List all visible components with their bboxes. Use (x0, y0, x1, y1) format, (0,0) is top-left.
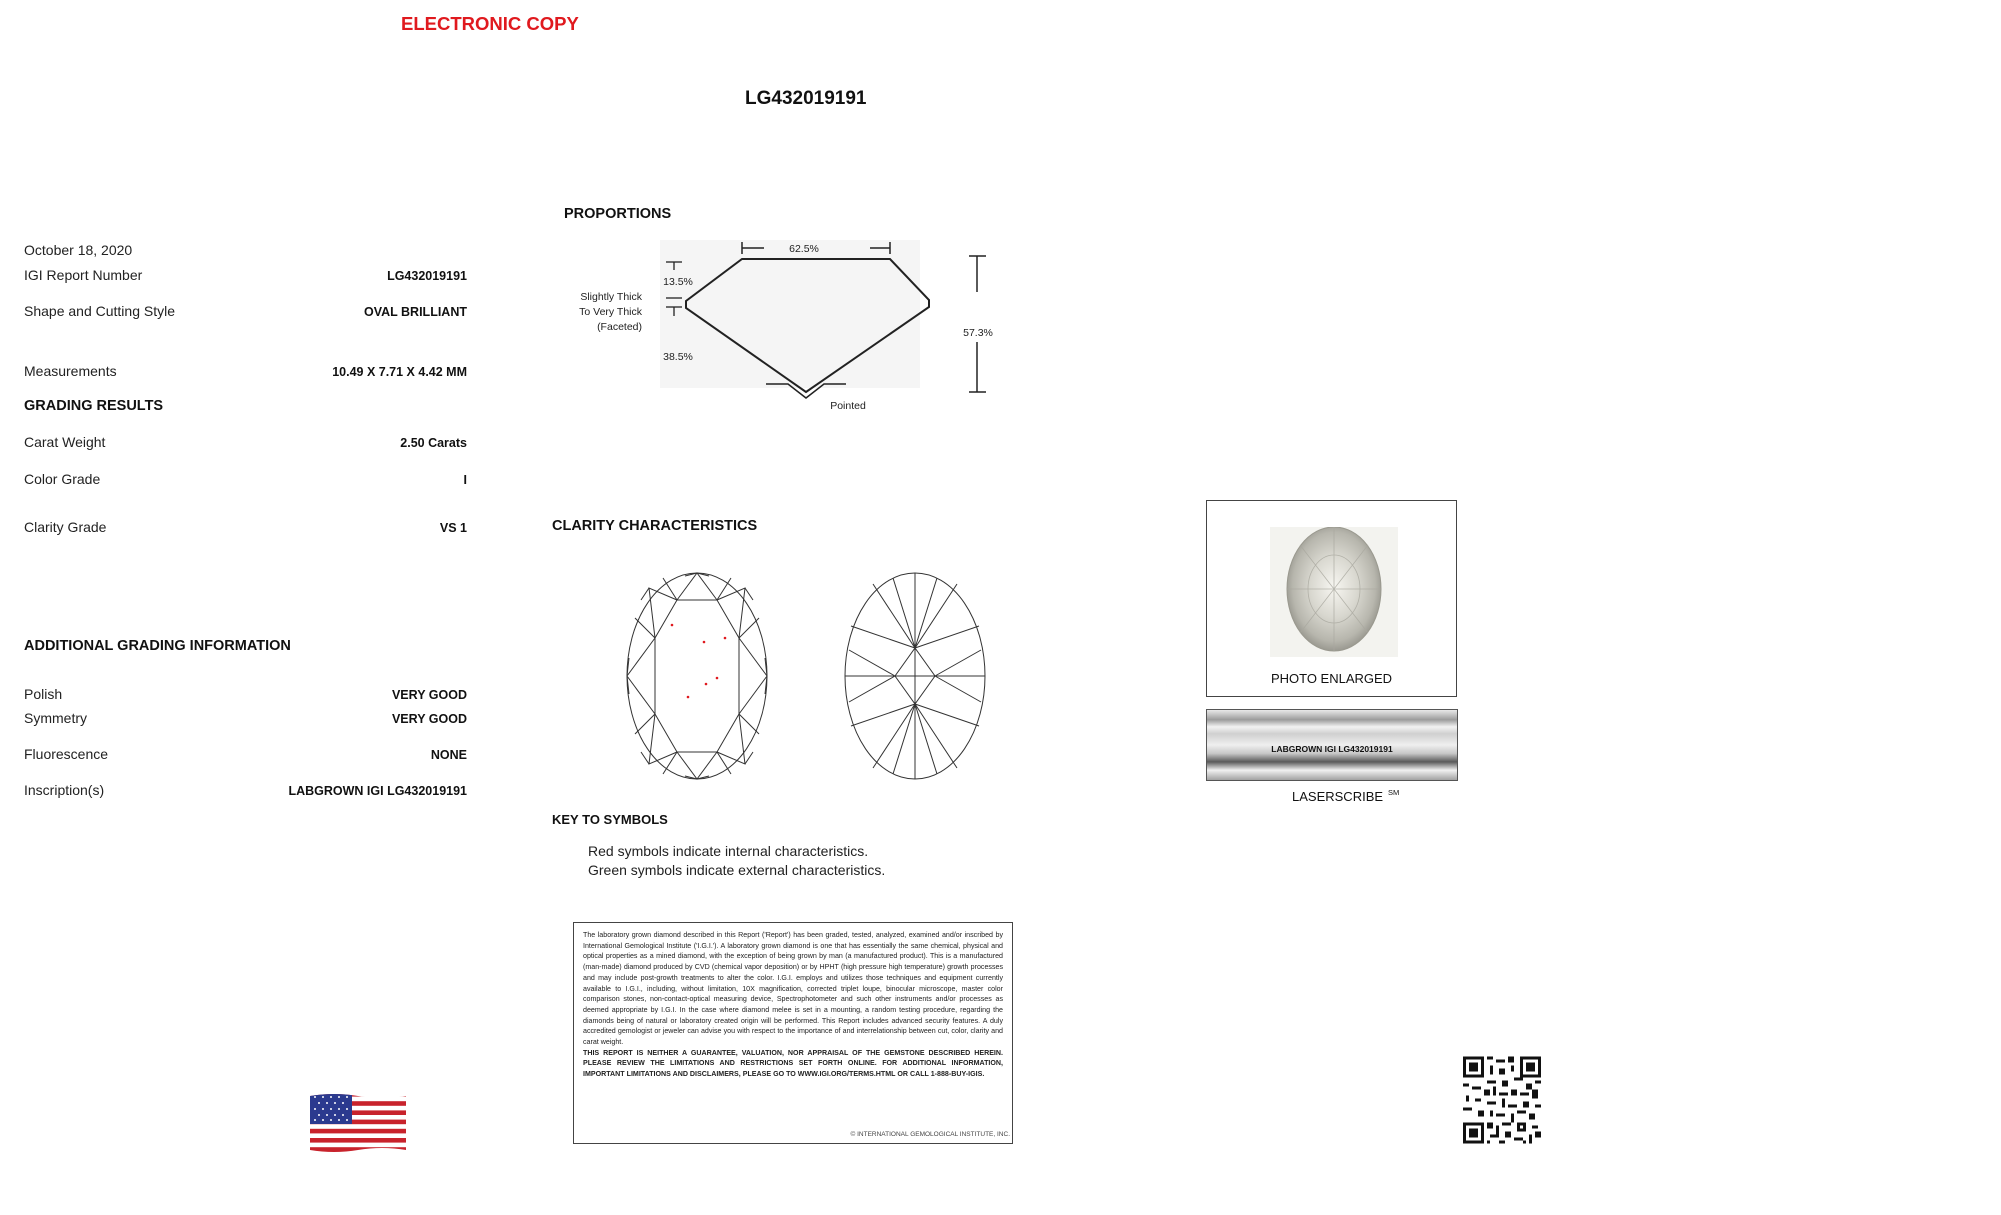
report-number-heading: LG432019191 (745, 88, 867, 109)
crown-percentage: 13.5% (663, 276, 693, 288)
inclusion-mark (724, 637, 727, 640)
laserscribe-caption: LASERSCRIBE (1292, 789, 1384, 804)
inclusion-mark (716, 677, 719, 680)
laserscribe-service-mark: SM (1388, 788, 1400, 797)
color-grade-value: I (463, 473, 467, 487)
grading-results-heading: GRADING RESULTS (24, 398, 164, 414)
diamond-photo (1270, 527, 1398, 657)
report-number-label: IGI Report Number (24, 267, 143, 283)
clarity-grade-label: Clarity Grade (24, 519, 107, 535)
inclusion-mark (687, 696, 690, 699)
depth-percentage: 57.3% (963, 327, 993, 339)
depth-dimension-line (969, 256, 986, 392)
inclusion-mark (671, 624, 674, 627)
inscription-value: LABGROWN IGI LG432019191 (288, 784, 467, 798)
photo-enlarged-box (1206, 500, 1457, 697)
clarity-characteristics-heading: CLARITY CHARACTERISTICS (552, 518, 758, 534)
proportions-heading: PROPORTIONS (564, 206, 672, 222)
polish-label: Polish (24, 686, 63, 702)
pavilion-percentage: 38.5% (663, 351, 693, 363)
inclusion-markers (671, 624, 727, 699)
shape-label: Shape and Cutting Style (24, 303, 175, 319)
copyright-notice: © INTERNATIONAL GEMOLOGICAL INSTITUTE, INC. (850, 1131, 1010, 1139)
crown-view-facets (627, 573, 767, 779)
laserscribe-inscription: LABGROWN IGI LG432019191 (1271, 744, 1393, 754)
symmetry-label: Symmetry (24, 710, 87, 726)
inclusion-mark (705, 683, 708, 686)
symmetry-value: VERY GOOD (391, 712, 467, 726)
electronic-copy-stamp: ELECTRONIC COPY (401, 13, 579, 34)
us-flag-icon (310, 1092, 406, 1152)
laserscribe-image (1206, 709, 1458, 781)
girdle-description-line3: (Faceted) (597, 321, 642, 333)
clarity-plot-diagram (625, 570, 1005, 782)
report-number-value: LG432019191 (387, 269, 467, 283)
color-grade-label: Color Grade (24, 471, 101, 487)
measurements-value: 10.49 X 7.71 X 4.42 MM (332, 365, 467, 379)
key-to-symbols-heading: KEY TO SYMBOLS (552, 812, 668, 827)
pavilion-view-facets (845, 573, 985, 779)
clarity-grade-value: VS 1 (439, 521, 467, 535)
report-date: October 18, 2020 (24, 242, 133, 258)
key-red-symbols: Red symbols indicate internal characteristics. (588, 843, 869, 859)
photo-enlarged-caption: PHOTO ENLARGED (1270, 671, 1393, 686)
additional-info-heading: ADDITIONAL GRADING INFORMATION (24, 638, 291, 654)
inscription-label: Inscription(s) (24, 782, 105, 798)
fluorescence-value: NONE (430, 748, 467, 762)
shape-value: OVAL BRILLIANT (363, 305, 467, 319)
polish-value: VERY GOOD (391, 688, 467, 702)
measurements-label: Measurements (24, 363, 117, 379)
carat-weight-label: Carat Weight (24, 434, 106, 450)
proportions-diagram (560, 232, 1010, 422)
girdle-description-line2: To Very Thick (579, 306, 642, 318)
girdle-description-line1: Slightly Thick (580, 291, 642, 303)
culet-description: Pointed (830, 400, 866, 412)
diagram-backdrop (660, 240, 920, 388)
key-green-symbols: Green symbols indicate external characteristics. (588, 862, 886, 878)
qr-code-icon[interactable] (1463, 1056, 1541, 1144)
fluorescence-label: Fluorescence (24, 746, 109, 762)
table-percentage: 62.5% (789, 243, 819, 255)
carat-weight-value: 2.50 Carats (400, 436, 467, 450)
disclaimer-body: The laboratory grown diamond described in this Report ('Report') has been graded, tested, analyzed, examined and/or inscribed by International Gemological Institute ('I.G.I.'). A laboratory grown diamond is one that has essentially the same chemical, physical and optical properties as a mined diamond, with the exception of being grown by man (a manufactured product). This is a manufactured (man-made) diamond produced by CVD (chemical vapor deposition) or by HPHT (high pressure high temperature) growth processes and may include post-growth treatments to alter the color. I.G.I. employs and utilizes those techniques and equipment currently available to I.G.I., including, without limitation, 10X magnification, corrected triplet loupe, binocular microscope, master color comparison stones, non-contact-optical measuring device, Spectrophotometer and such other instruments and/or processes as deemed appropriate by I.G.I. In the case where diamond melee is set in a mounting, a random testing procedure, regarding the diamonds being of natural or laboratory created origin will be performed. This Report includes advanced security features. A duly accredited gemologist or jeweler can advise you with respect to the importance of and interrelationship between cut, color, clarity and carat weight. (583, 931, 1003, 1047)
disclaimer-box (573, 922, 1013, 1144)
disclaimer-notice: THIS REPORT IS NEITHER A GUARANTEE, VALUATION, NOR APPRAISAL OF THE GEMSTONE DESCRIBED HEREIN. PLEASE REVIEW THE LIMITATIONS AND RESTRICTIONS SET FORTH ONLINE. FOR ADDITIONAL INFORMATION, IMPORTANT LIMITATIONS AND DISCLAIMERS, PLEASE GO TO WWW.IGI.ORG/TERMS.HTML OR CALL 1-888-BUY-IGIS. (583, 1048, 1003, 1079)
inclusion-mark (703, 641, 706, 644)
